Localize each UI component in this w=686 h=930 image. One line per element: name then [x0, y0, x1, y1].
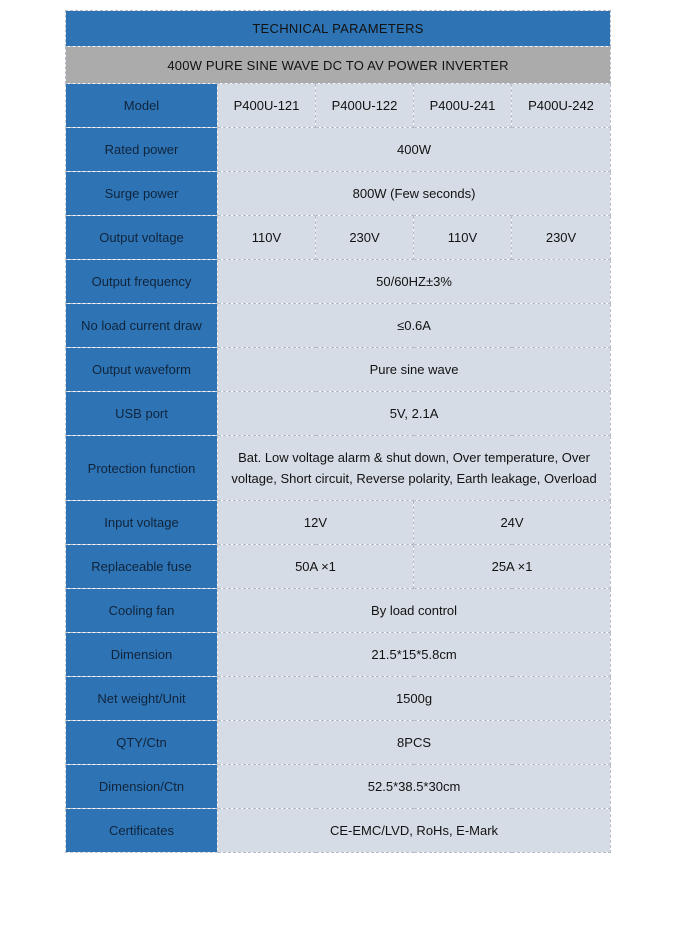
row-label: Cooling fan — [66, 589, 218, 633]
value-cell: CE-EMC/LVD, RoHs, E-Mark — [218, 809, 611, 853]
value-cell: P400U-122 — [316, 84, 414, 128]
row-label: No load current draw — [66, 304, 218, 348]
spec-table — [65, 10, 611, 853]
table-subtitle-row — [66, 47, 611, 84]
value-cell: Bat. Low voltage alarm & shut down, Over temperature, Over voltage, Short circuit, Reverse polarity, Earth leakage, Overload — [218, 436, 611, 501]
table-title-row — [66, 11, 611, 47]
row-label: Dimension/Ctn — [66, 765, 218, 809]
row-label: Output waveform — [66, 348, 218, 392]
row-label: USB port — [66, 392, 218, 436]
value-cell: By load control — [218, 589, 611, 633]
row-label: Output frequency — [66, 260, 218, 304]
table-row — [66, 172, 611, 216]
value-cell: P400U-242 — [512, 84, 611, 128]
value-cell: 8PCS — [218, 721, 611, 765]
table-row — [66, 721, 611, 765]
value-cell: 50/60HZ±3% — [218, 260, 611, 304]
value-cell: 21.5*15*5.8cm — [218, 633, 611, 677]
value-cell: 110V — [414, 216, 512, 260]
value-cell: 25A ×1 — [414, 545, 611, 589]
row-label: Dimension — [66, 633, 218, 677]
value-cell: P400U-121 — [218, 84, 316, 128]
table-row — [66, 436, 611, 501]
table-row — [66, 545, 611, 589]
value-cell: 800W (Few seconds) — [218, 172, 611, 216]
spec-table-container — [65, 10, 610, 853]
value-cell: 230V — [316, 216, 414, 260]
table-row — [66, 633, 611, 677]
table-subtitle: 400W PURE SINE WAVE DC TO AV POWER INVERTER — [66, 47, 611, 84]
value-cell: 110V — [218, 216, 316, 260]
row-label: Input voltage — [66, 501, 218, 545]
value-cell: 1500g — [218, 677, 611, 721]
table-row — [66, 304, 611, 348]
table-row — [66, 677, 611, 721]
value-cell: Pure sine wave — [218, 348, 611, 392]
row-label: Rated power — [66, 128, 218, 172]
row-label: Certificates — [66, 809, 218, 853]
value-cell: 230V — [512, 216, 611, 260]
value-cell: 400W — [218, 128, 611, 172]
table-row — [66, 128, 611, 172]
table-row — [66, 765, 611, 809]
value-cell: 12V — [218, 501, 414, 545]
table-row — [66, 348, 611, 392]
row-label: Net weight/Unit — [66, 677, 218, 721]
value-cell: P400U-241 — [414, 84, 512, 128]
row-label: Surge power — [66, 172, 218, 216]
row-label: Output voltage — [66, 216, 218, 260]
table-row — [66, 392, 611, 436]
table-row — [66, 260, 611, 304]
table-row — [66, 809, 611, 853]
value-cell: ≤0.6A — [218, 304, 611, 348]
row-label: Protection function — [66, 436, 218, 501]
value-cell: 5V, 2.1A — [218, 392, 611, 436]
row-label: Model — [66, 84, 218, 128]
table-row — [66, 501, 611, 545]
spec-table-body — [66, 84, 611, 853]
value-cell: 50A ×1 — [218, 545, 414, 589]
row-label: QTY/Ctn — [66, 721, 218, 765]
table-row — [66, 84, 611, 128]
table-title: TECHNICAL PARAMETERS — [66, 11, 611, 47]
value-cell: 24V — [414, 501, 611, 545]
table-row — [66, 216, 611, 260]
row-label: Replaceable fuse — [66, 545, 218, 589]
table-row — [66, 589, 611, 633]
value-cell: 52.5*38.5*30cm — [218, 765, 611, 809]
